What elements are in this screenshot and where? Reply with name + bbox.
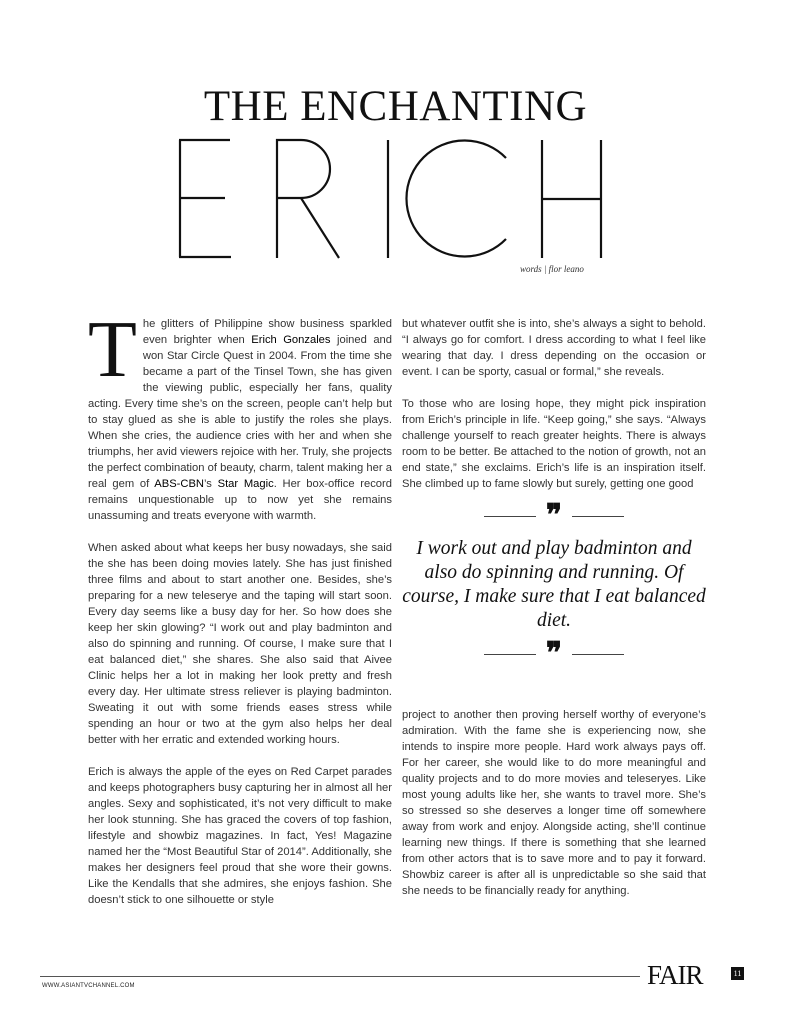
name-highlight: Erich Gonzales	[251, 334, 331, 346]
article-column-right-bottom	[402, 707, 706, 915]
footer-divider	[40, 976, 640, 977]
headline-letter-h	[542, 140, 601, 258]
network-highlight: ABS-CBN	[154, 478, 205, 490]
agency-highlight: Star Magic	[217, 478, 274, 490]
footer-url: WWW.ASIANTVCHANNEL.COM	[42, 983, 135, 989]
divider	[572, 516, 624, 517]
article-paragraph: project to another then proving herself worthy of everyone’s admiration. With the fame she is experiencing now, she intends to inspire more people. Hard work always pays off. For her career, she would like to do more meaningful and quality projects and to do more movies and teleseryes. Like most young adults like her, she wants to travel more. She’s so stressed so she deserves a longer time off somewhere away from work and enjoy. Alongside acting, she’ll continue learning new things. If there is something that she learned from other actors that is to save more and to pay it forward. Showbiz career is after all is unpredictable so she said that she needs to be financially ready for anything.	[402, 709, 706, 897]
headline-letter-e	[179, 140, 231, 257]
headline-letter-r	[277, 140, 339, 258]
article-paragraph: When asked about what keeps her busy nowadays, she said the she has been doing movies lately. She has just finished three films and about to start another one. Besides, she’s preparing for a new teleserye and the taping will start soon. Every day seems like a busy day for her. So how does she keep her skin glowing? “I work out and play badminton and also do spinning and running. Of course, I make sure that I eat balanced diet,” she shares. She also said that Aivee Clinic helps her a lot in making her look pretty and fresh every day. Her ultimate stress reliever is playing badminton. Sweating it out with some friends eases stress while spending an hour or two at the gym also helps her deal better with her erratic and extended working hours.	[88, 542, 392, 746]
article-paragraph: Erich is always the apple of the eyes on Red Carpet parades and keeps photographers busy capturing her in almost all her angles. Sexy and sophisticated, it’s not very difficult to make her look stunning. She has graced the covers of top fashion, lifestyle and showbiz magazines. In fact, Yes! Magazine named her the “Most Beautiful Star of 2014”. Additionally, she makes her designers feel proud that she wore their gowns. Like the Kendalls that she admires, she enjoys fashion. She doesn’t stick to one silhouette or style	[88, 766, 392, 906]
article-paragraph: but whatever outfit she is into, she’s always a sight to behold. “I always go for comfort. I dress according to what I feel like wearing that day. I dress depending on the occasion or event. I can be sporty, casual or formal,” she reveals.	[402, 318, 706, 378]
pull-quote-text: I work out and play badminton and also do spinning and running. Of course, I make sure that I eat balanced diet.	[402, 538, 706, 631]
page-number: 11	[731, 967, 744, 980]
headline-letter-c	[406, 141, 506, 257]
article-column-right-top	[402, 316, 706, 508]
quote-rule-top	[402, 499, 706, 532]
magazine-logo: FAIR	[647, 960, 703, 990]
divider	[484, 654, 536, 655]
byline: words | flor leano	[520, 264, 584, 274]
article-column-left	[88, 306, 392, 924]
quote-mark-icon: ❞	[545, 637, 563, 670]
drop-cap: T	[88, 306, 137, 394]
quote-rule-bottom	[402, 637, 706, 670]
headline-erich	[170, 138, 610, 260]
divider	[484, 516, 536, 517]
article-paragraph: To those who are losing hope, they might pick inspiration from Erich’s principle in life. “Keep going,” she says. “Always challenge yourself to reach greater heights. There is always room to be better. Be attached to the notion of growth, not an end state,” she exclaims. Erich’s life is an inspiration itself. She climbed up to fame slowly but surely, getting one good	[402, 398, 706, 490]
article-paragraph: The glitters of Philippine show business sparkled even brighter when Erich Gonzales joined and won Star Circle Quest in 2004. From the time she became a part of the Tinsel Town, she has given the viewing public, especially her fans, quality acting. Every time she’s on the screen, people can’t help but to stay glued as she is able to justify the roles she plays. When she cries, the audience cries with her and when she triumphs, her avid viewers rejoice with her. Truly, she projects the perfect combination of beauty, charm, talent making her a real gem of ABS-CBN’s Star Magic. Her box-office record remains unquestionable up to now yet she remains unassuming and treats everyone with warmth.	[88, 306, 392, 522]
pull-quote	[402, 499, 706, 670]
headline-kicker: THE ENCHANTING	[203, 83, 588, 130]
quote-mark-icon: ❞	[545, 499, 563, 532]
divider	[572, 654, 624, 655]
